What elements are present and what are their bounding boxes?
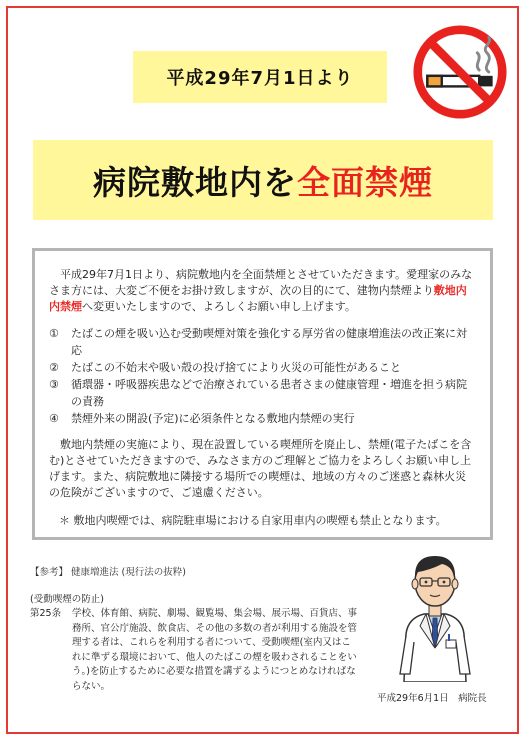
- signature: 平成29年6月1日 病院長: [377, 693, 487, 704]
- reason-text: たばこの不始末や吸い殻の投げ捨てにより火災の可能性があること: [71, 361, 401, 374]
- notice-intro-highlight: 敷地内内禁煙: [49, 284, 467, 313]
- notice-box: [32, 248, 493, 540]
- notice-body: 敷地内禁煙の実施により、現在設置している喫煙所を廃止し、禁煙(電子たばこを含む)とさせていただきますので、みなさま方のご理解とご協力をよろしくお願い申し上げます。また、病院敷地に隣接する場所での喫煙は、地域の方々のご迷惑と森林火災の危険がございますので、ご遠慮ください。: [49, 438, 472, 499]
- reference-title: 【参考】 健康増進法 (現行法の抜粋): [30, 567, 186, 578]
- article-label: 第25条: [30, 608, 62, 619]
- list-item: [49, 325, 476, 359]
- list-item: [49, 359, 476, 376]
- list-item: [49, 410, 476, 427]
- notice-intro: [49, 267, 476, 315]
- no-smoking-icon: [412, 24, 508, 120]
- reason-number: ①: [49, 327, 59, 340]
- date-banner-text: 平成29年7月1日より: [166, 68, 354, 89]
- reason-text: たばこの煙を吸い込む受動喫煙対策を強化する厚労省の健康増進法の改正案に対応: [71, 327, 467, 357]
- notice-intro-after: へ変更いたしますので、よろしくお願い申し上げます。: [82, 300, 356, 313]
- list-item: [49, 376, 476, 410]
- reasons-list: [49, 325, 476, 427]
- reason-number: ③: [49, 378, 59, 391]
- reference-section-heading: (受動喫煙の防止): [30, 593, 104, 605]
- date-banner: [133, 51, 387, 103]
- reference-section: [30, 566, 360, 694]
- doctor-illustration: [390, 548, 480, 682]
- headline: [33, 140, 493, 220]
- reason-number: ②: [49, 361, 59, 374]
- reason-number: ④: [49, 412, 59, 425]
- notice-footnote: ＊ 敷地内喫煙では、病院駐車場における自家用車内の喫煙も禁止となります。: [59, 514, 447, 527]
- reason-text: 循環器・呼吸器疾患などで治療されている患者さまの健康管理・増進を担う病院の責務: [71, 378, 467, 408]
- headline-red: 全面禁煙: [297, 162, 433, 202]
- headline-black: 病院敷地内を: [93, 162, 297, 202]
- reason-text: 禁煙外来の開設(予定)に必須条件となる敷地内禁煙の実行: [71, 412, 355, 425]
- reference-article: [30, 607, 360, 694]
- notice-intro-before: 平成29年7月1日より、病院敷地内を全面禁煙とさせていただきます。愛理家のみなさま方には、大変ご不便をお掛け致しますが、次の目的にて、建物内禁煙より: [49, 268, 473, 297]
- article-text: 学校、体育館、病院、劇場、観覧場、集会場、展示場、百貨店、事務所、官公庁施設、飲食店、その他の多数の者が利用する施設を管理する者は、これらを利用する者について、受動喫煙(室内又はこれに準ずる環境において、他人のたばこの煙を吸わされることをいう。)を防止するために必要な措置を講ずるようにつとめなければならない。: [72, 608, 358, 692]
